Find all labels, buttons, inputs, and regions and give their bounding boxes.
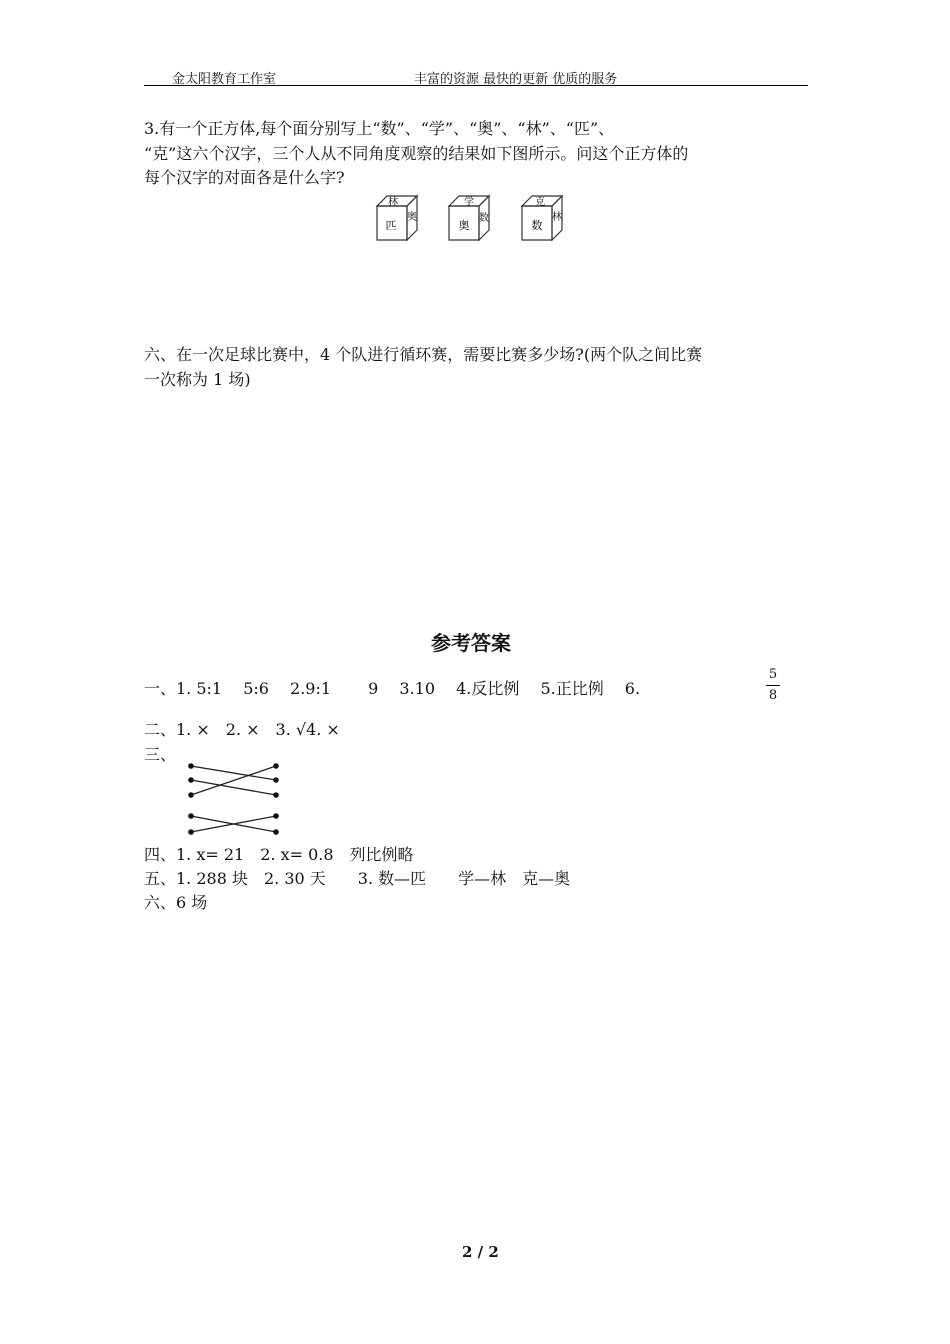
cube-2 — [449, 195, 489, 240]
answer-row-2: 二、1. × 2. × 3. √4. × — [144, 720, 340, 739]
question3-line1: 3.有一个正方体,每个面分别写上“数”、“学”、“奥”、“林”、“匹”、 — [144, 119, 615, 138]
cube-figures — [372, 186, 582, 246]
answer-row-1: 一、1. 5:1 5:6 2.9:1 9 3.10 4.反比例 5.正比例 6. — [144, 679, 641, 698]
cube-1-side: 奥 — [407, 212, 417, 223]
header-divider — [144, 85, 808, 86]
question6-line2: 一次称为 1 场) — [144, 370, 251, 389]
left-dot-4 — [188, 813, 194, 819]
cube-1-front: 匹 — [385, 219, 397, 232]
left-dot-3 — [188, 792, 194, 798]
header-left: 金太阳教育工作室 — [172, 72, 277, 87]
answer-row-3-label: 三、 — [144, 745, 177, 764]
cube-3-side: 林 — [552, 212, 562, 223]
header-right: 丰富的资源 最快的更新 优质的服务 — [414, 72, 618, 87]
cube-1-top: 林 — [388, 197, 398, 208]
answer-row-5: 五、1. 288 块 2. 30 天 3. 数—匹 学—林 克—奥 — [144, 869, 571, 888]
cube-2-top: 学 — [464, 197, 474, 208]
question3-line2: “克”这六个汉字，三个人从不同角度观察的结果如下图所示。问这个正方体的 — [144, 144, 689, 163]
page-number: 2 / 2 — [462, 1243, 499, 1261]
fraction-five-eighths — [764, 667, 782, 706]
fraction-numerator: 5 — [768, 667, 778, 682]
matching-diagram — [186, 758, 286, 840]
fraction-denominator: 8 — [768, 688, 778, 703]
left-dot-1 — [188, 763, 194, 769]
answer-row-6: 六、6 场 — [144, 893, 208, 912]
left-dot-2 — [188, 777, 194, 783]
question3-line3: 每个汉字的对面各是什么字? — [144, 168, 345, 187]
question6-line1: 六、在一次足球比赛中，4 个队进行循环赛，需要比赛多少场?(两个队之间比赛 — [144, 345, 703, 364]
cube-3-top: 克 — [535, 197, 545, 208]
cube-2-front: 奥 — [458, 219, 470, 232]
match-line-1 — [191, 766, 276, 780]
cube-3-front: 数 — [531, 219, 543, 232]
match-line-2 — [191, 766, 276, 795]
answers-title: 参考答案 — [431, 631, 511, 655]
cube-1 — [377, 195, 417, 240]
right-dot-2 — [273, 777, 279, 783]
cube-2-side: 数 — [479, 213, 489, 224]
match-line-3 — [191, 780, 276, 795]
cube-3 — [522, 195, 562, 240]
left-dot-5 — [188, 829, 194, 835]
right-dot-4 — [273, 813, 279, 819]
right-dot-1 — [273, 763, 279, 769]
right-dot-5 — [273, 829, 279, 835]
right-dot-3 — [273, 792, 279, 798]
answer-row-4: 四、1. x= 21 2. x= 0.8 列比例略 — [144, 845, 414, 864]
